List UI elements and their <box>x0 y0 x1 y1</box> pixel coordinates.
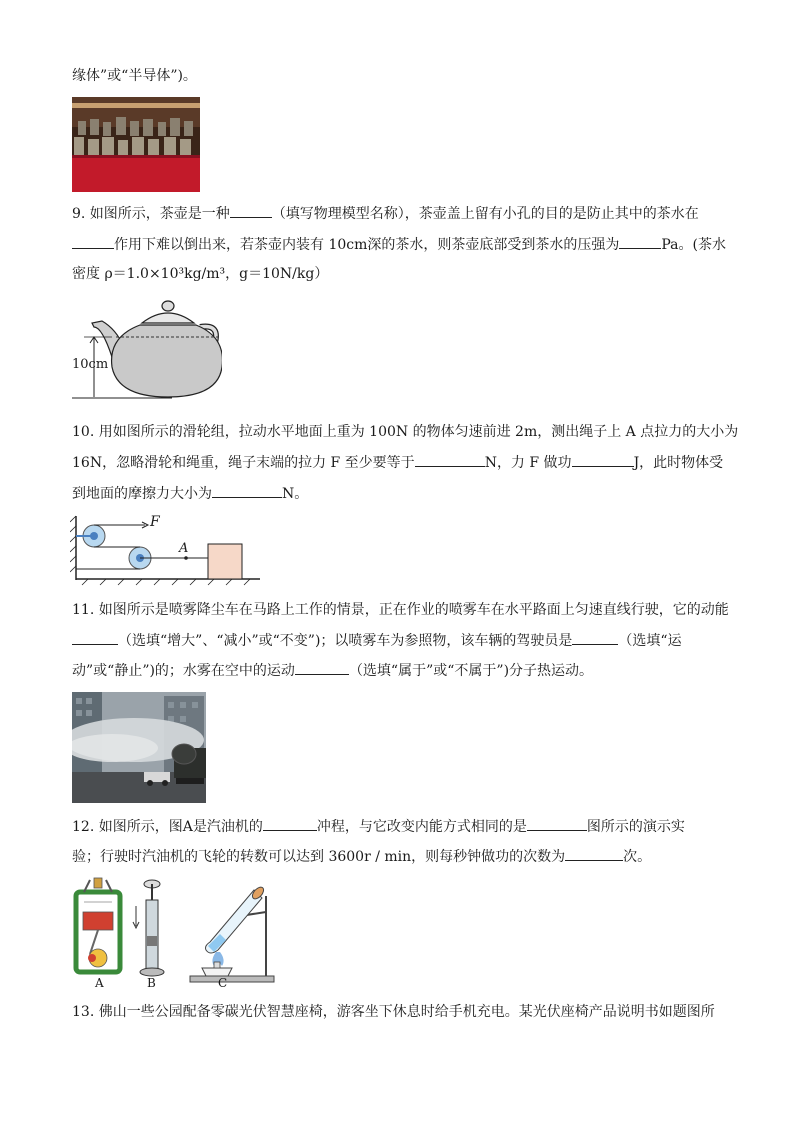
teapot-figure <box>72 297 222 402</box>
figure-label-b: B <box>147 976 156 990</box>
q11-blank-3 <box>295 660 349 675</box>
q11-blank-1 <box>72 630 118 645</box>
teapot-depth-label: 10cm <box>72 357 109 372</box>
q13-line1: 13. 佛山一些公园配备零碳光伏智慧座椅，游客坐下休息时给手机充电。某光伏座椅产品说明书如题图所 <box>72 1004 715 1020</box>
q9-blank-1 <box>230 203 272 218</box>
q11-line1: 11. 如图所示是喷雾降尘车在马路上工作的情景，正在作业的喷雾车在水平路面上匀速直线行驶，它的动能 <box>72 602 729 618</box>
q12-line2: 验；行驶时汽油机的飞轮的转数可以达到 3600r / min，则每秒钟做功的次数为 次。 <box>72 846 651 867</box>
q10-blank-2 <box>572 452 634 467</box>
q11-blank-2 <box>572 630 618 645</box>
q10-line2: 16N，忽略滑轮和绳重，绳子末端的拉力 F 至少要等于 N，力 F 做功 J，此时物体受 <box>72 452 723 473</box>
q12-line1: 12. 如图所示，图A是汽油机的 冲程，与它改变内能方式相同的是 图所示的演示实 <box>72 816 685 837</box>
q12-blank-3 <box>565 846 623 861</box>
q10-line3: 到地面的摩擦力大小为 N。 <box>72 483 308 504</box>
q10-line1: 10. 用如图所示的滑轮组，拉动水平地面上重为 100N 的物体匀速前进 2m，测出绳子上 A 点拉力的大小为 <box>72 424 739 440</box>
top-fragment-text: 缘体”或“半导体”)。 <box>72 68 197 84</box>
q10-blank-3 <box>212 483 282 498</box>
q9-line3: 密度 ρ＝1.0×10³kg/m³，g＝10N/kg） <box>72 266 329 282</box>
figure-label-a: A <box>95 976 104 990</box>
pulley-figure <box>70 512 265 587</box>
test-tube-heating-figure <box>190 885 274 982</box>
q12-blank-1 <box>263 816 317 831</box>
compression-tube-figure <box>133 880 164 976</box>
q9-blank-3 <box>619 234 661 249</box>
q9-blank-2 <box>72 234 114 249</box>
spray-truck-photo <box>72 692 206 803</box>
q10-blank-1 <box>415 452 485 467</box>
experiment-figures <box>70 876 280 992</box>
pulley-force-label: F <box>150 514 160 530</box>
q12-blank-2 <box>527 816 587 831</box>
q9-line1: 9. 如图所示，茶壶是一种 （填写物理模型名称），茶壶盖上留有小孔的目的是防止其中的茶水在 <box>72 203 699 224</box>
q11-line2: （选填“增大”、“减小”或“不变”)；以喷雾车为参照物，该车辆的驾驶员是 （选填“运 <box>72 630 682 651</box>
q11-line3: 动”或“静止”)的；水雾在空中的运动 （选填“属于”或“不属于”)分子热运动。 <box>72 660 593 681</box>
figure-label-c: C <box>218 976 228 990</box>
exhibition-photo <box>72 97 200 192</box>
engine-cylinder-figure <box>76 878 120 972</box>
pulley-point-label: A <box>179 541 189 556</box>
q9-line2: 作用下难以倒出来，若茶壶内装有 10cm深的茶水，则茶壶底部受到茶水的压强为 Pa。(茶水 <box>72 234 726 255</box>
